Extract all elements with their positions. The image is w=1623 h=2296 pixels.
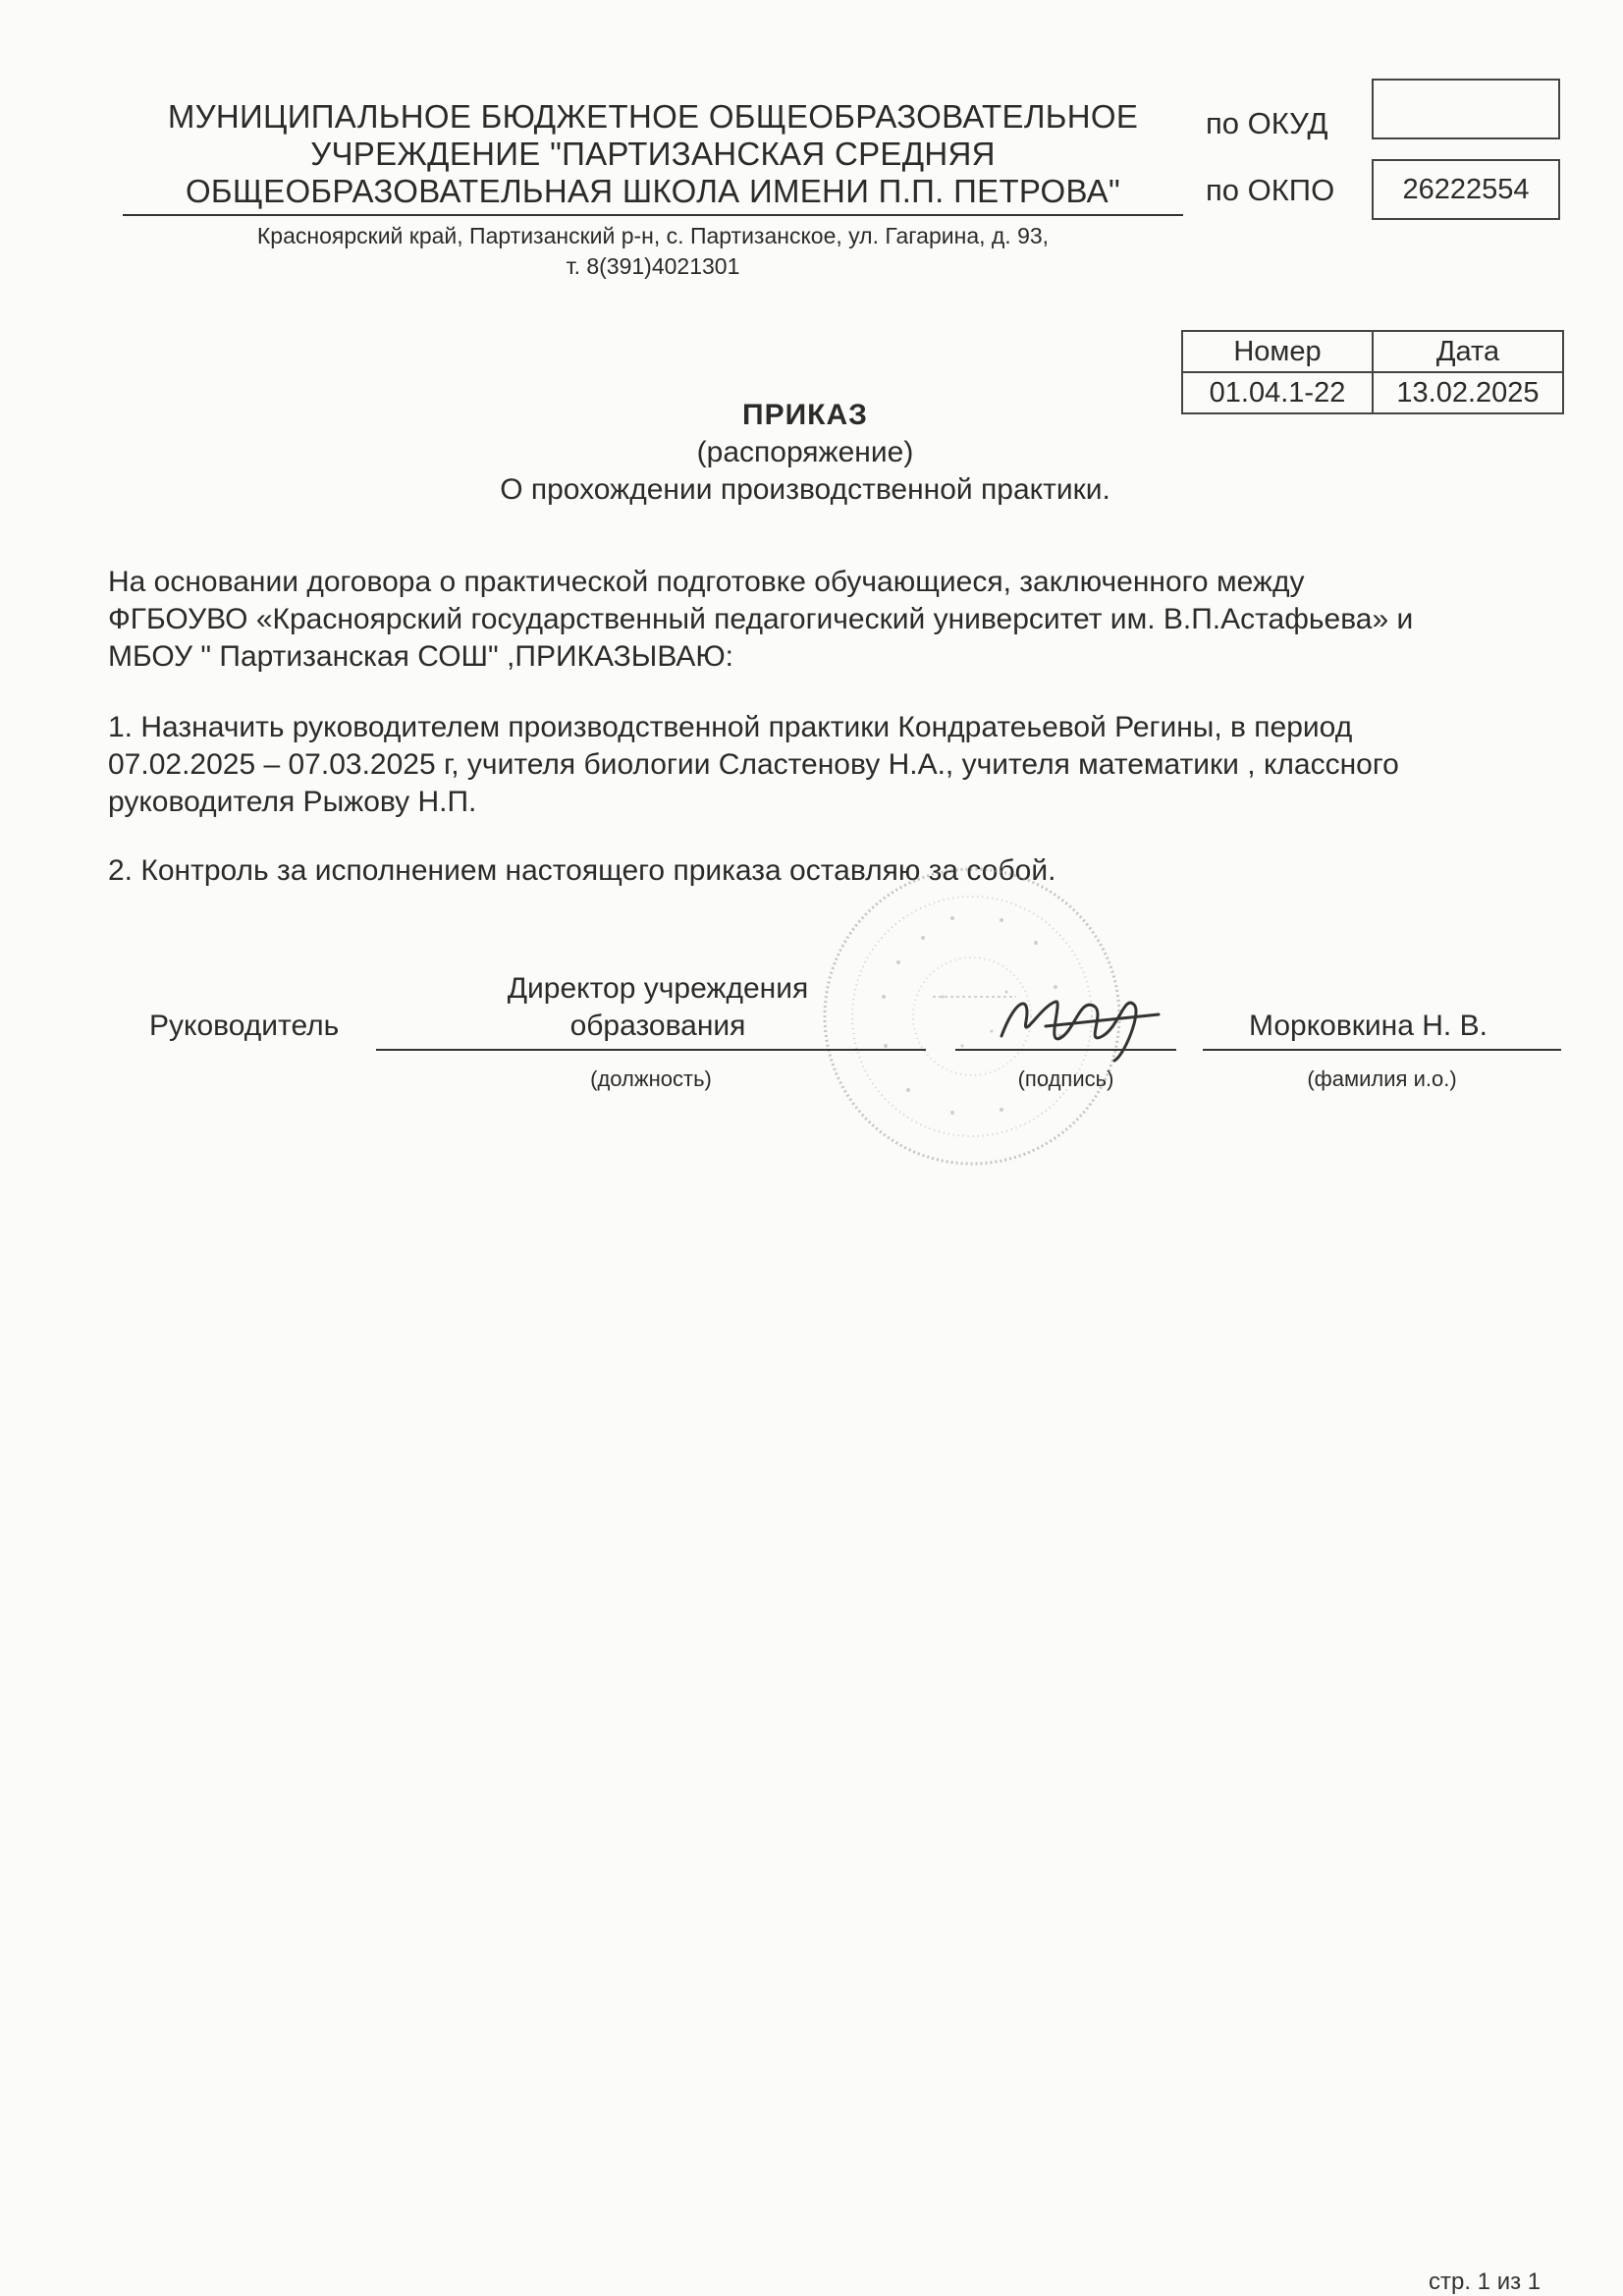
item-line: 2. Контроль за исполнением настоящего приказа оставляю за собой.	[108, 854, 1056, 887]
preamble	[108, 564, 1581, 676]
registration-table	[1181, 330, 1564, 414]
org-name-line-3: ОБЩЕОБРАЗОВАТЕЛЬНАЯ ШКОЛА ИМЕНИ П.П. ПЕТРОВА"	[185, 173, 1121, 209]
preamble-line: МБОУ " Партизанская СОШ" ,ПРИКАЗЫВАЮ:	[108, 640, 734, 673]
okpo-value-box: 26222554	[1372, 159, 1560, 220]
item-line: руководителя Рыжову Н.П.	[108, 786, 477, 818]
order-item-1	[108, 709, 1581, 821]
order-number: 01.04.1-22	[1182, 372, 1373, 413]
handwritten-signature-icon	[987, 977, 1183, 1066]
organization-address	[147, 221, 1159, 282]
okpo-label: по ОКПО	[1206, 173, 1335, 207]
signatory-role: Руководитель	[149, 1010, 340, 1042]
position-line-1: Директор учреждения	[507, 972, 809, 1005]
signatory-position	[373, 970, 943, 1045]
okud-label: по ОКУД	[1206, 106, 1328, 140]
document-subject: О прохождении производственной практики.	[500, 473, 1110, 506]
name-underline	[1203, 1049, 1561, 1051]
org-name-line-2: УЧРЕЖДЕНИЕ "ПАРТИЗАНСКАЯ СРЕДНЯЯ	[310, 136, 996, 172]
preamble-line: На основании договора о практической подготовке обучающиеся, заключенного между	[108, 566, 1305, 598]
signatory-name: Морковкина Н. В.	[1249, 1010, 1488, 1042]
signature-caption: (подпись)	[1017, 1066, 1114, 1091]
name-caption: (фамилия и.о.)	[1307, 1066, 1457, 1091]
okud-value-box	[1372, 79, 1560, 139]
address-line-2: т. 8(391)4021301	[566, 253, 740, 279]
position-underline	[376, 1049, 926, 1051]
position-caption: (должность)	[590, 1066, 712, 1091]
preamble-line: ФГБОУВО «Красноярский государственный педагогический университет им. В.П.Астафьева» и	[108, 603, 1414, 635]
organization-name	[147, 98, 1159, 210]
item-line: 07.02.2025 – 07.03.2025 г, учителя биологии Сластенову Н.А., учителя математики , классного	[108, 748, 1399, 781]
number-header: Номер	[1182, 331, 1373, 372]
header-divider	[123, 214, 1183, 216]
document-subtitle: (распоряжение)	[696, 436, 914, 468]
date-header: Дата	[1373, 331, 1563, 372]
org-name-line-1: МУНИЦИПАЛЬНОЕ БЮДЖЕТНОЕ ОБЩЕОБРАЗОВАТЕЛЬНОЕ	[167, 98, 1139, 135]
address-line-1: Красноярский край, Партизанский р-н, с. Партизанское, ул. Гагарина, д. 93,	[256, 223, 1050, 248]
order-date: 13.02.2025	[1373, 372, 1563, 413]
page-number: стр. 1 из 1	[1429, 2269, 1542, 2295]
item-line: 1. Назначить руководителем производственной практики Кондратеьевой Регины, в период	[108, 711, 1353, 743]
document-title: ПРИКАЗ	[742, 399, 868, 431]
position-line-2: образования	[569, 1010, 746, 1042]
